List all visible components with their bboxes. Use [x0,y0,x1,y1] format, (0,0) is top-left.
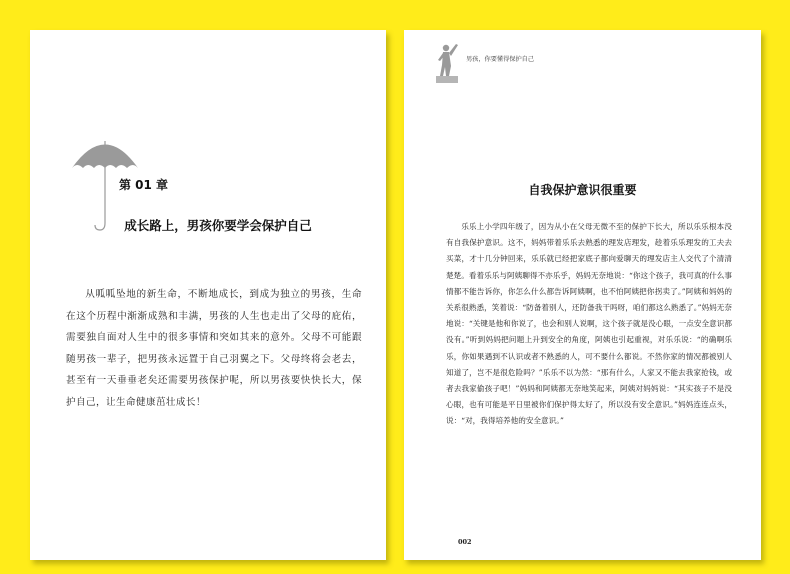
right-page [404,30,761,560]
chapter-number: 第 01 章 [119,178,169,192]
page-number: 002 [458,538,472,546]
section-title: 自我保护意识很重要 [528,183,637,197]
statue-figure-icon [434,40,462,86]
chapter-title: 成长路上，男孩你要学会保护自己 [124,218,312,233]
running-head: 男孩，你要懂得保护自己 [466,56,535,63]
body-paragraph: 乐乐上小学四年级了，因为从小在父母无微不至的保护下长大，所以乐乐根本没有自我保护意识。这不，妈妈带着乐乐去熟悉的理发店理发，趁着乐乐理发的工夫去买菜，才十几分钟回来，乐乐就已经把家底子都向爱聊天的理发店主人交代了个清清楚楚。看着乐乐与阿姨聊得不亦乐乎，妈妈无奈地说：“你这个孩子，我可真的什么事情都不能告诉你，你怎么什么都告诉阿姨啊，也不怕阿姨把你拐卖了。”阿姨和妈妈的关系很熟悉，笑着说：“防备着别人，还防备我干吗呀，咱们都这么熟悉了。”妈妈无奈地说：“关键是他和你说了，也会和别人说啊，这个孩子就是没心眼，一点安全意识都没有。”听到妈妈把问题上升到安全的角度，阿姨也引起重视，对乐乐说：“的确啊乐乐，你如果遇到不认识或者不熟悉的人，可不要什么都说。不然你家的情况都被别人知道了，岂不是很危险吗？”乐乐不以为然：“那有什么，人家又不能去我家抢钱，或者去我家偷孩子吧！”妈妈和阿姨都无奈地笑起来，阿姨对妈妈说：“其实孩子不是没心眼，也有可能是平日里被你们保护得太好了，所以没有安全意识。”妈妈连连点头，说：“对，我得培养他的安全意识。” [446,222,732,426]
intro-paragraph: 从呱呱坠地的新生命，不断地成长，到成为独立的男孩，生命在这个历程中渐渐成熟和丰满，男孩的人生也走出了父母的庇佑，需要独自面对人生中的很多事情和突如其来的意外。父母不可能跟随男孩一辈子，把男孩永远置于自己羽翼之下。父母终将会老去，甚至有一天垂垂老矣还需要男孩保护呢，所以男孩要快快长大，保护自己，让生命健康茁壮成长！ [66,289,362,408]
left-page [30,30,386,560]
